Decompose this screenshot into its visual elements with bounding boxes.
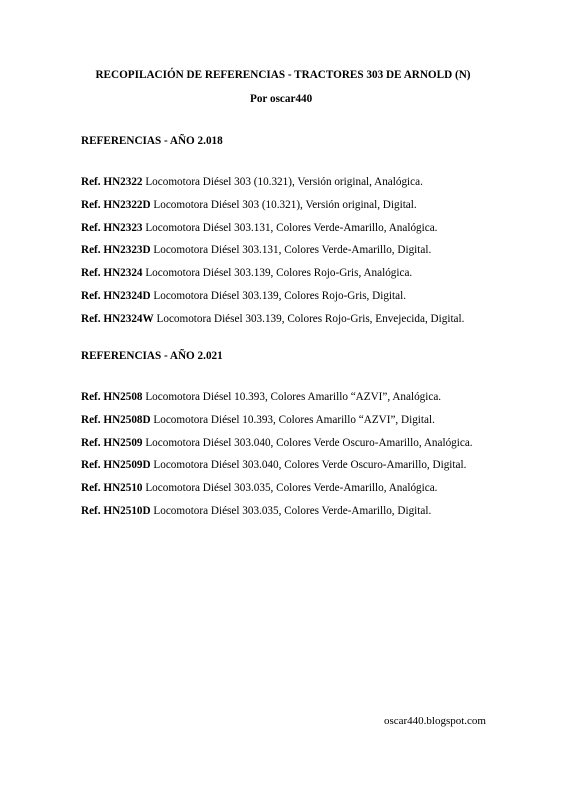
reference-list-2021 [81,390,473,527]
reference-description: Locomotora Diésel 303.035, Colores Verde-Amarillo, Digital. [153,504,432,517]
list-item [81,289,464,312]
reference-code: Ref. HN2508 [81,391,143,403]
footer-blog-url: oscar440.blogspot.com [383,715,486,727]
reference-description: Locomotora Diésel 303.139, Colores Rojo-Gris, Digital. [153,289,407,302]
reference-description: Locomotora Diésel 303.139, Colores Rojo-Gris, Envejecida, Digital. [156,312,465,325]
section-heading-2018: REFERENCIAS - AÑO 2.018 [81,135,223,147]
list-item [81,221,464,244]
section-heading-2021: REFERENCIAS - AÑO 2.021 [81,350,223,362]
reference-code: Ref. HN2510D [81,504,151,517]
reference-description: Locomotora Diésel 303 (10.321), Versión original, Digital. [153,198,417,211]
reference-description: Locomotora Diésel 303.040, Colores Verde Oscuro-Amarillo, Digital. [153,459,467,472]
reference-description: Locomotora Diésel 10.393, Colores Amarillo “AZVI”, Digital. [153,413,435,426]
reference-description: Locomotora Diésel 303.131, Colores Verde-Amarillo, Digital. [153,244,432,257]
reference-description: Locomotora Diésel 303.139, Colores Rojo-Gris, Analógica. [145,267,413,280]
reference-code: Ref. HN2323D [81,244,151,257]
reference-description: Locomotora Diésel 10.393, Colores Amarillo “AZVI”, Analógica. [145,391,442,403]
reference-description: Locomotora Diésel 303 (10.321), Versión original, Analógica. [145,176,423,188]
list-item [81,175,464,198]
list-item [81,413,473,436]
list-item [81,312,464,335]
reference-code: Ref. HN2508D [81,413,151,426]
reference-code: Ref. HN2322 [81,176,143,188]
reference-description: Locomotora Diésel 303.131, Colores Verde-Amarillo, Analógica. [145,221,438,234]
reference-description: Locomotora Diésel 303.040, Colores Verde Oscuro-Amarillo, Analógica. [145,436,473,449]
reference-code: Ref. HN2509 [81,436,143,449]
list-item [81,243,464,266]
document-title: RECOPILACIÓN DE REFERENCIAS - TRACTORES 303 DE ARNOLD (N) [95,69,471,81]
list-item [81,481,473,504]
document-author: Por oscar440 [250,93,313,105]
list-item [81,504,473,527]
list-item [81,266,464,289]
reference-code: Ref. HN2323 [81,221,143,234]
reference-code: Ref. HN2324 [81,267,143,280]
list-item [81,436,473,459]
list-item [81,198,464,221]
list-item [81,390,473,413]
reference-description: Locomotora Diésel 303.035, Colores Verde-Amarillo, Analógica. [145,482,438,495]
reference-code: Ref. HN2324D [81,289,151,302]
reference-list-2018 [81,175,464,335]
reference-code: Ref. HN2509D [81,459,151,472]
reference-code: Ref. HN2510 [81,482,143,495]
reference-code: Ref. HN2322D [81,198,151,211]
reference-code: Ref. HN2324W [81,312,154,325]
list-item [81,458,473,481]
